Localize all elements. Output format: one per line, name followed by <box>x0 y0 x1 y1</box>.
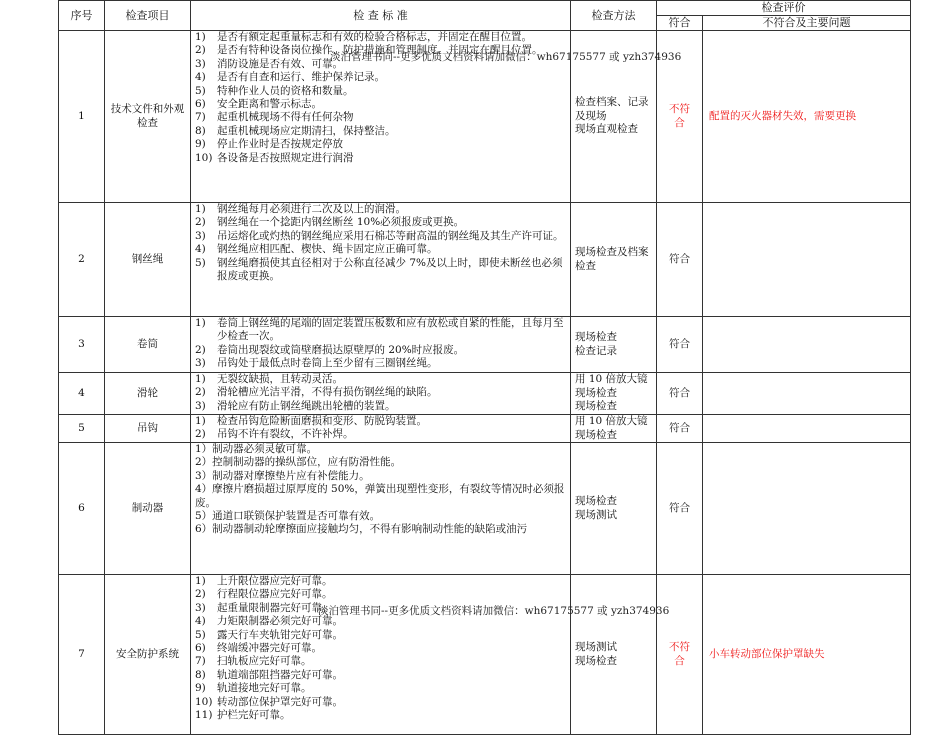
standard-line-number: 8) <box>195 668 206 681</box>
standard-line-number: 1) <box>195 575 206 587</box>
inspection-table <box>58 0 911 735</box>
row-seq: 2 <box>59 203 105 317</box>
standard-line <box>195 669 566 682</box>
row-method: 现场测试 现场检查 <box>571 575 657 735</box>
standard-line <box>195 31 566 44</box>
standard-line <box>195 400 566 413</box>
standard-line-number: 5) <box>195 84 206 97</box>
table-row <box>59 203 911 317</box>
header-issue: 不符合及主要问题 <box>703 16 911 31</box>
row-conformity: 符合 <box>657 443 703 575</box>
standard-line-text: 是否有额定起重量标志和有效的检验合格标志，并固定在醒目位置。 <box>217 31 532 43</box>
standard-line-text: 轨道接地完好可靠。 <box>217 682 312 695</box>
standard-line-number: 1) <box>195 415 206 427</box>
standard-line-number: 3) <box>195 601 206 614</box>
standard-line <box>195 428 566 441</box>
standard-line-text: 3）制动器对摩擦垫片应有补偿能力。 <box>195 469 370 482</box>
standard-line-number: 5) <box>195 628 206 641</box>
header-standard: 检 查 标 准 <box>191 1 571 31</box>
standard-line-text: 钢丝绳在一个捻距内钢丝断丝 10%必须报废或更换。 <box>217 216 465 229</box>
standard-line-number: 1) <box>195 373 206 385</box>
row-seq: 3 <box>59 317 105 373</box>
row-conformity: 符合 <box>657 203 703 317</box>
row-seq: 7 <box>59 575 105 735</box>
standard-line <box>195 152 566 165</box>
standard-line-text: 停止作业时是否按规定停放 <box>217 138 343 151</box>
standard-line-number: 6) <box>195 642 206 655</box>
row-seq: 5 <box>59 415 105 443</box>
standard-line <box>195 415 566 428</box>
standard-line-text: 各设备是否按照规定进行润滑 <box>217 151 354 164</box>
standard-line <box>195 85 566 98</box>
standard-line <box>195 373 566 386</box>
standard-line <box>195 257 566 284</box>
standard-line <box>195 470 566 483</box>
table-row <box>59 443 911 575</box>
standard-line-text: 1）制动器必须灵敏可靠。 <box>195 443 318 455</box>
standard-line-number: 3) <box>195 229 206 242</box>
row-method: 现场检查 现场测试 <box>571 443 657 575</box>
row-issue: 配置的灭火器材失效，需要更换 <box>703 31 911 203</box>
row-conformity: 符合 <box>657 317 703 373</box>
standard-line-number: 7) <box>195 655 206 668</box>
standard-line <box>195 575 566 588</box>
standard-line-text: 吊钩处于最低点时卷筒上至少留有三圈钢丝绳。 <box>217 357 438 370</box>
standard-line-text: 轨道端部阻挡器完好可靠。 <box>217 668 343 681</box>
standard-line-number: 2) <box>195 386 206 399</box>
standard-line <box>195 696 566 709</box>
standard-line-number: 4) <box>195 71 206 84</box>
row-conformity: 不符合 <box>657 575 703 735</box>
standard-line-text: 卷筒上钢丝绳的尾端的固定装置压板数和应有放松或自紧的性能，且每月至少检查一次。 <box>217 317 564 343</box>
standard-line-text: 滑轮应有防止钢丝绳跳出轮槽的装置。 <box>217 399 396 412</box>
standard-line-number: 1) <box>195 317 206 329</box>
header-eval: 检查评价 <box>657 1 911 16</box>
row-conformity: 符合 <box>657 373 703 415</box>
standard-line-text: 护栏完好可靠。 <box>217 709 291 722</box>
standard-line <box>195 510 566 523</box>
row-item: 钢丝绳 <box>105 203 191 317</box>
standard-line-number: 10) <box>195 151 213 164</box>
row-standard <box>191 415 571 443</box>
standard-line-number: 8) <box>195 124 206 137</box>
standard-line <box>195 629 566 642</box>
standard-line <box>195 98 566 111</box>
row-item: 制动器 <box>105 443 191 575</box>
table-row <box>59 415 911 443</box>
row-seq: 4 <box>59 373 105 415</box>
row-issue <box>703 443 911 575</box>
standard-line-number: 2) <box>195 44 206 57</box>
row-item: 安全防护系统 <box>105 575 191 735</box>
row-standard <box>191 203 571 317</box>
header-item: 检查项目 <box>105 1 191 31</box>
row-standard <box>191 575 571 735</box>
standard-line-text: 特种作业人员的资格和数量。 <box>217 84 354 97</box>
standard-line-number: 3) <box>195 57 206 70</box>
standard-line <box>195 203 566 216</box>
row-issue <box>703 203 911 317</box>
row-item: 卷筒 <box>105 317 191 373</box>
standard-line-number: 6) <box>195 98 206 111</box>
standard-line-number: 2) <box>195 343 206 356</box>
standard-line-text: 起重量限制器完好可靠。 <box>217 601 333 614</box>
standard-line-number: 7) <box>195 111 206 124</box>
header-ok: 符合 <box>657 16 703 31</box>
standard-line-text: 卷筒出现裂纹或筒壁磨损达原壁厚的 20%时应报废。 <box>217 343 465 356</box>
row-item: 吊钩 <box>105 415 191 443</box>
standard-line <box>195 111 566 124</box>
standard-line-text: 钢丝绳应相匹配、楔快、绳卡固定应正确可靠。 <box>217 243 438 256</box>
standard-line <box>195 357 566 370</box>
header-method: 检查方法 <box>571 1 657 31</box>
standard-line-number: 5) <box>195 256 206 269</box>
row-conformity: 符合 <box>657 415 703 443</box>
row-item: 滑轮 <box>105 373 191 415</box>
standard-line <box>195 71 566 84</box>
row-standard <box>191 443 571 575</box>
row-issue: 小车转动部位保护罩缺失 <box>703 575 911 735</box>
standard-line <box>195 588 566 601</box>
standard-line-text: 吊运熔化或灼热的钢丝绳应采用石棉芯等耐高温的钢丝绳及其生产许可证。 <box>217 229 564 242</box>
row-method: 现场检查 检查记录 <box>571 317 657 373</box>
standard-line-text: 起重机械现场应定期清扫，保持整洁。 <box>217 124 396 137</box>
standard-line <box>195 230 566 243</box>
header-seq: 序号 <box>59 1 105 31</box>
standard-line-number: 9) <box>195 138 206 151</box>
standard-line-number: 9) <box>195 682 206 695</box>
standard-line <box>195 216 566 229</box>
standard-line-text: 转动部位保护罩完好可靠。 <box>217 695 343 708</box>
row-conformity: 不符合 <box>657 31 703 203</box>
standard-line-number: 4) <box>195 243 206 256</box>
standard-line <box>195 138 566 151</box>
row-issue <box>703 373 911 415</box>
standard-line <box>195 317 566 344</box>
standard-line <box>195 386 566 399</box>
row-seq: 6 <box>59 443 105 575</box>
standard-line-text: 无裂纹缺损，且转动灵活。 <box>217 373 343 385</box>
standard-line-number: 1) <box>195 203 206 215</box>
standard-line <box>195 344 566 357</box>
table-row <box>59 575 911 735</box>
standard-line-text: 力矩限制器必须完好可靠。 <box>217 615 343 628</box>
standard-line <box>195 655 566 668</box>
standard-line <box>195 642 566 655</box>
standard-line <box>195 443 566 456</box>
standard-line-text: 吊钩不许有裂纹，不许补焊。 <box>217 428 354 441</box>
standard-line-text: 安全距离和警示标志。 <box>217 98 322 111</box>
standard-line-text: 6）制动器制动轮摩擦面应接触均匀，不得有影响制动性能的缺陷或油污 <box>195 523 528 536</box>
standard-line <box>195 456 566 469</box>
row-standard <box>191 317 571 373</box>
row-method: 用 10 倍放大镜现场检查 现场检查 <box>571 373 657 415</box>
standard-line-text: 5）通道口联锁保护装置是否可靠有效。 <box>195 510 381 523</box>
row-seq: 1 <box>59 31 105 203</box>
standard-line-text: 是否有自查和运行、维护保养记录。 <box>217 71 385 84</box>
standard-line <box>195 523 566 536</box>
standard-line-text: 终端缓冲器完好可靠。 <box>217 642 322 655</box>
standard-line-text: 起重机械现场不得有任何杂物 <box>217 111 354 124</box>
watermark-top: 淡泊管理书同--更多优质文档资料请加微信：wh67175577 或 yzh374936 <box>330 51 682 63</box>
standard-line-number: 3) <box>195 399 206 412</box>
standard-line <box>195 483 566 510</box>
standard-line-text: 上升限位器应完好可靠。 <box>217 575 333 587</box>
standard-line-text: 消防设施是否有效、可靠。 <box>217 57 343 70</box>
standard-line-text: 扫轨板应完好可靠。 <box>217 655 312 668</box>
standard-line-number: 10) <box>195 695 213 708</box>
standard-line-text: 钢丝绳磨损使其直径相对于公称直径减少 7%及以上时，即使未断丝也必须报废或更换。 <box>217 256 563 283</box>
standard-line-text: 钢丝绳每月必须进行二次及以上的润滑。 <box>217 203 406 215</box>
standard-line-text: 滑轮槽应光洁平滑，不得有损伤钢丝绳的缺陷。 <box>217 386 438 399</box>
table-row <box>59 317 911 373</box>
standard-line <box>195 243 566 256</box>
table-row <box>59 373 911 415</box>
row-issue <box>703 415 911 443</box>
standard-line-text: 4）摩擦片磨损超过原厚度的 50%，弹簧出现塑性变形，有裂纹等情况时必须报废。 <box>195 483 565 509</box>
standard-line <box>195 125 566 138</box>
row-method: 检查档案、记录及现场 现场直观检查 <box>571 31 657 203</box>
standard-line-text: 2）控制制动器的操纵部位，应有防滑性能。 <box>195 456 402 469</box>
standard-line <box>195 709 566 722</box>
standard-line-text: 露天行车夹轨钳完好可靠。 <box>217 628 343 641</box>
watermark-bottom: 淡泊管理书同--更多优质文档资料请加微信：wh67175577 或 yzh374936 <box>318 605 670 617</box>
standard-line-number: 1) <box>195 31 206 43</box>
standard-line <box>195 682 566 695</box>
standard-line-number: 2) <box>195 428 206 441</box>
standard-line-number: 2) <box>195 216 206 229</box>
row-issue <box>703 317 911 373</box>
standard-line-text: 检查吊钩危险断面磨损和变形、防脱钩装置。 <box>217 415 427 427</box>
standard-line-number: 3) <box>195 357 206 370</box>
row-standard <box>191 373 571 415</box>
standard-line-number: 11) <box>195 709 213 722</box>
row-method: 现场检查及档案检查 <box>571 203 657 317</box>
row-method: 用 10 倍放大镜现场检查 <box>571 415 657 443</box>
row-item: 技术文件和外观检查 <box>105 31 191 203</box>
standard-line-text: 行程限位器应完好可靠。 <box>217 588 333 601</box>
standard-line-text: 是否有特种设备岗位操作、防护措施和管理制度，并固定在醒目位置。 <box>217 44 543 57</box>
standard-line-number: 2) <box>195 588 206 601</box>
standard-line-number: 4) <box>195 615 206 628</box>
